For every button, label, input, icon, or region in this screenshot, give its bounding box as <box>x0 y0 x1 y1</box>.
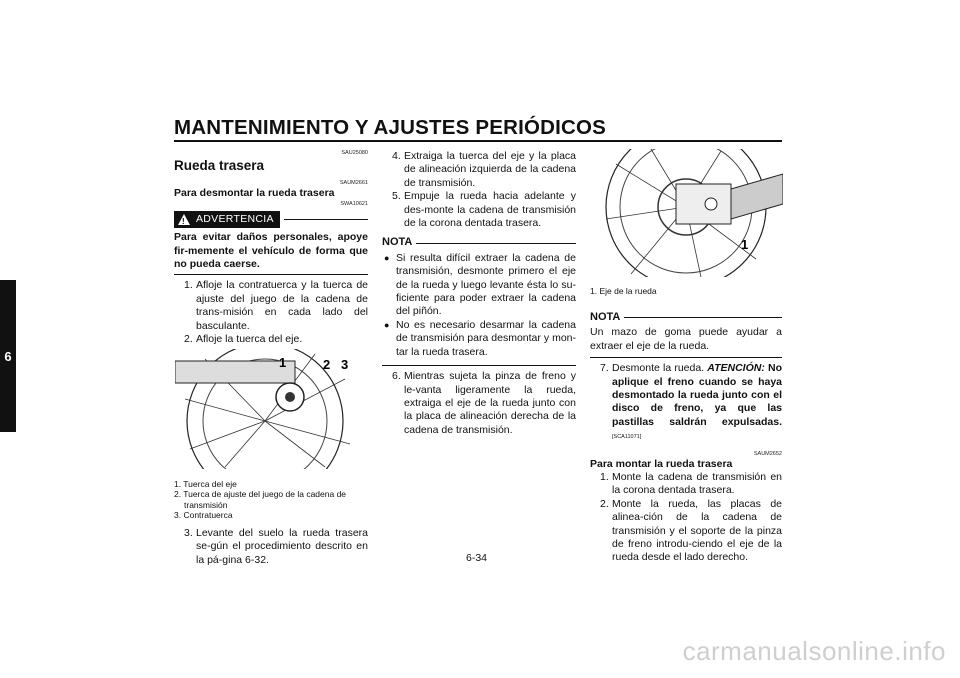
attention-text: No aplique el freno cuando se haya desmontado la rueda junto con el disco de freno, ya que las pastillas saldrán expulsadas. <box>612 362 782 428</box>
note-header <box>590 311 782 324</box>
caption-item: 3. Contratuerca <box>174 510 233 521</box>
figure-label: 1 <box>741 237 749 252</box>
step-item: 5. Empuje la rueda hacia adelante y des-monte la cadena de transmisión de la corona dentada trasera. <box>392 190 576 230</box>
note-header <box>382 236 576 249</box>
warning-badge <box>174 211 280 228</box>
figure-label: 1 <box>279 355 287 371</box>
step-item: 1. Afloje la contratuerca y la tuerca de ajuste del juego de la cadena de trans-misión en cada lado del basculante. <box>184 279 368 332</box>
note-bullets <box>382 252 576 359</box>
column-right <box>590 146 782 565</box>
warning-end-rule <box>174 274 368 275</box>
step-item: 4. Extraiga la tuerca del eje y la placa de alineación izquierda de la cadena de transmisión. <box>392 150 576 189</box>
attention-label: ATENCIÓN: <box>707 362 765 375</box>
warning-label: ADVERTENCIA <box>196 212 274 225</box>
note-end-rule <box>590 357 782 358</box>
note-bullet: ● Si resulta difícil extraer la cadena de transmisión, desmonte primero el eje de la rueda y luego levante ésta lo su-ficiente para poder extraer la cadena del piñón. <box>382 252 576 319</box>
steps-list <box>174 279 368 346</box>
figure-wheel-axle <box>590 148 784 278</box>
header-rule <box>174 140 782 142</box>
steps-list <box>382 370 576 437</box>
steps-list <box>590 471 782 565</box>
warning-rule <box>284 219 368 220</box>
figure-caption <box>174 479 368 521</box>
steps-list <box>382 150 576 230</box>
note-bullet: ● No es necesario desarmar la cadena de transmisión para desmontar y mon-tar la rueda trasera. <box>382 319 576 359</box>
step-item: 6. Mientras sujeta la pinza de freno y le-vanta ligeramente la rueda, extraiga el eje de la rueda junto con la placa de alineación derecha de la cadena de transmisión. <box>392 370 576 436</box>
page-header-title: MANTENIMIENTO Y AJUSTES PERIÓDICOS <box>174 116 607 139</box>
step-item: 3. Levante del suelo la rueda trasera se-gún el procedimiento descrito en la pá-gina 6-32. <box>184 526 368 566</box>
watermark: carmanualsonline.info <box>682 636 946 666</box>
chapter-tab: 6 <box>0 280 16 432</box>
note-label: NOTA <box>382 236 413 249</box>
page-number: 6-34 <box>466 552 488 564</box>
note-end-rule <box>382 365 576 366</box>
warning-triangle-icon: ! <box>178 214 190 225</box>
step-item: 1. Monte la cadena de transmisión en la corona dentada trasera. <box>600 470 782 497</box>
column-left <box>174 150 368 567</box>
section-title: Rueda trasera <box>174 158 265 173</box>
steps-list <box>174 527 368 567</box>
warning-text: Para evitar daños personales, apoye fir-memente el vehículo de forma que no pueda caerse. <box>174 231 368 271</box>
note-label: NOTA <box>590 310 621 323</box>
steps-list <box>590 362 782 444</box>
figure-caption: 1. Eje de la rueda <box>590 286 657 297</box>
ref-code: [SCA11071] <box>612 434 642 441</box>
ref-code: SAU25080 <box>341 150 368 156</box>
step-item: 2. Monte la rueda, las placas de alinea-ción de la cadena de transmisión y el soporte de la pinza de freno introdu-ciendo el eje de la rueda desde el lado derecho. <box>600 497 782 564</box>
figure-label: 2 <box>323 357 331 373</box>
ref-code: SAUM2661 <box>339 180 368 187</box>
step-item: 2. Afloje la tuerca del eje. <box>184 333 303 346</box>
subsection-title: Para montar la rueda trasera <box>590 457 733 470</box>
caption-item: 2. Tuerca de ajuste del juego de la cadena de transmisión <box>174 489 347 510</box>
figure-rear-wheel-axle <box>174 348 370 470</box>
ref-code: SAUM2652 <box>753 450 782 457</box>
figure-label: 3 <box>341 357 349 373</box>
subsection-title: Para desmontar la rueda trasera <box>174 187 335 200</box>
ref-code: SWA10621 <box>340 200 368 207</box>
note-text: Un mazo de goma puede ayudar a extraer el eje de la rueda. <box>590 326 782 352</box>
caption-item: 1. Tuerca del eje <box>174 478 237 489</box>
column-middle <box>382 150 576 437</box>
warning-header <box>174 211 368 228</box>
step-item: 7. Desmonte la rueda. ATENCIÓN: No aplique el freno cuando se haya desmontado la rueda junto con el disco de freno, ya que las pastillas saldrán expulsadas. [SCA11071] <box>600 362 782 441</box>
